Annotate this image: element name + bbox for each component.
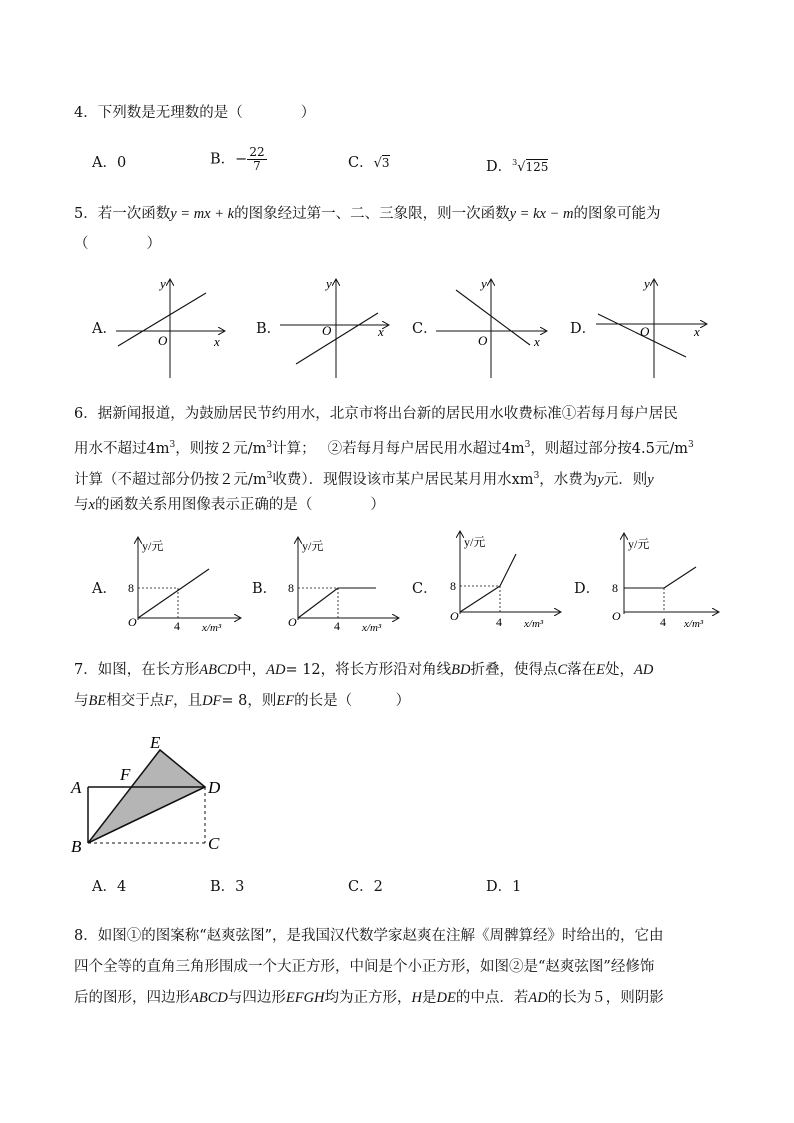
y-axis-label: y xyxy=(326,276,332,291)
x-tick-4: 4 xyxy=(334,619,340,633)
point-c-label: C xyxy=(208,834,220,853)
point-e-label: E xyxy=(150,733,161,752)
question-8-line1: 8．如图①的图案称“赵爽弦图”，是我国汉代数学家赵爽在注解《周髀算经》时给出的，它由 xyxy=(74,928,664,944)
point-f-label: F xyxy=(120,765,131,784)
y-axis-label: y xyxy=(481,276,487,291)
question-6-line3: 计算（不超过部分仍按２元$/m^3$收费）．现假设该市某户居民某月用水$xm^3$，水费为y元．则y xyxy=(74,471,654,488)
x-axis-label: x/m³ xyxy=(362,622,382,634)
x-axis-label: x xyxy=(694,324,700,339)
x-axis-label: x xyxy=(378,324,384,339)
question-7-line2: 与BE相交于点F，且DF= 8，则EF的长是（ ） xyxy=(74,693,411,709)
x-tick-4: 4 xyxy=(660,615,666,629)
y-axis-label: y/元 xyxy=(464,535,486,549)
folded-triangle xyxy=(88,750,205,843)
q4-option-c[interactable]: C．√3 xyxy=(348,155,390,171)
question-6-line2: 用水不超过$4m^3$，则按２元$/m^3$计算； ②若每月每户居民用水超过$4m^3$，则超过部分按4.5元$/m^3$ xyxy=(74,440,694,457)
q6-option-c[interactable]: C． xyxy=(412,581,438,597)
y-axis-label: y/元 xyxy=(628,537,650,551)
point-d-label: D xyxy=(208,778,221,797)
x-tick-4: 4 xyxy=(174,619,180,633)
question-6-line4: 与x的函数关系用图像表示正确的是（ ） xyxy=(74,497,385,513)
q5-option-d[interactable]: D． xyxy=(570,321,597,337)
origin-label: O xyxy=(322,323,332,338)
q7-option-d[interactable]: D．1 xyxy=(486,879,522,895)
q6-option-d[interactable]: D． xyxy=(574,581,601,597)
q4-option-a[interactable]: A．0 xyxy=(92,155,127,171)
q4-option-b[interactable]: B．− $\frac{22}{7}$ xyxy=(210,145,265,173)
cube-root-sign: √ xyxy=(517,159,526,175)
y-axis-label: y/元 xyxy=(302,539,324,553)
fraction: $\frac{22}{7}$ xyxy=(249,145,265,173)
point-a-label: A xyxy=(71,778,82,797)
origin-label: O xyxy=(158,333,168,348)
y-tick-8: 8 xyxy=(612,581,618,595)
q4-option-d[interactable]: D．$^3$√125 xyxy=(486,158,549,175)
y-tick-8: 8 xyxy=(128,581,134,595)
y-axis-label: y xyxy=(160,276,166,291)
origin-label: O xyxy=(450,609,459,623)
question-5-paren: （ ） xyxy=(74,236,161,252)
question-4-stem: 4．下列数是无理数的是（ ） xyxy=(74,105,316,121)
x-axis-label: x xyxy=(214,334,220,349)
origin-label: O xyxy=(612,609,621,623)
y-tick-8: 8 xyxy=(450,579,456,593)
x-axis-label: x xyxy=(534,334,540,349)
sqrt-sign: √ xyxy=(373,156,382,171)
point-b-label: B xyxy=(71,837,82,856)
q5-option-a[interactable]: A． xyxy=(92,321,117,337)
origin-label: O xyxy=(478,333,488,348)
q6-option-a[interactable]: A． xyxy=(92,581,117,597)
x-axis-label: x/m³ xyxy=(524,618,544,630)
origin-label: O xyxy=(288,615,297,629)
x-tick-4: 4 xyxy=(496,615,502,629)
question-6-line1: 6．据新闻报道，为鼓励居民节约用水，北京市将出台新的居民用水收费标准①若每月每户居民 xyxy=(74,406,678,422)
question-8-line2: 四个全等的直角三角形围成一个大正方形，中间是个小正方形，如图②是“赵爽弦图”经修饰 xyxy=(74,959,655,975)
q7-option-b[interactable]: B．3 xyxy=(210,879,245,895)
q7-option-c[interactable]: C．2 xyxy=(348,879,383,895)
x-axis-label: x/m³ xyxy=(202,622,222,634)
q5-option-c[interactable]: C． xyxy=(412,321,438,337)
question-8-line3: 后的图形，四边形ABCD与四边形EFGH均为正方形，H是DE的中点．若AD的长为５，则阴影 xyxy=(74,990,664,1006)
y-axis-label: y xyxy=(644,276,650,291)
question-7-line1: 7．如图，在长方形ABCD中，AD= 12，将长方形沿对角线BD折叠，使得点C落在E处，AD xyxy=(74,662,654,678)
q5-option-b[interactable]: B． xyxy=(256,321,282,337)
x-axis-label: x/m³ xyxy=(684,618,704,630)
origin-label: O xyxy=(128,615,137,629)
y-tick-8: 8 xyxy=(288,581,294,595)
origin-label: O xyxy=(640,324,650,339)
y-axis-label: y/元 xyxy=(142,539,164,553)
q7-option-a[interactable]: A．4 xyxy=(92,879,127,895)
question-5-stem: 5．若一次函数y = mx + k的图象经过第一、二、三象限，则一次函数y = kx − m的图象可能为 xyxy=(74,206,661,222)
q6-option-b[interactable]: B． xyxy=(252,581,278,597)
